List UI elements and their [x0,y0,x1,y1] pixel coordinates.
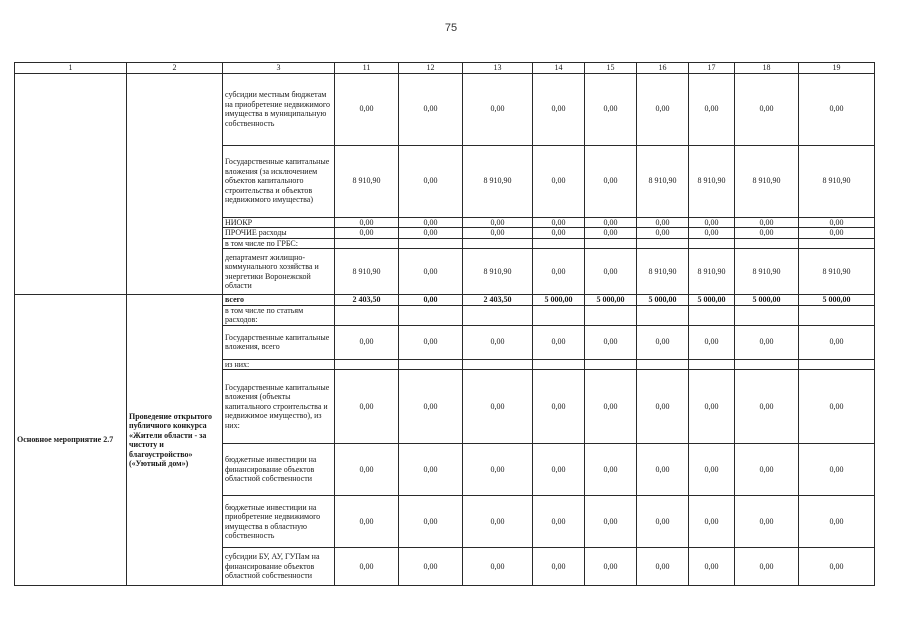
value-cell: 0,00 [335,325,399,359]
value-cell: 0,00 [735,228,799,239]
value-cell: 8 910,90 [689,249,735,295]
value-cell: 0,00 [689,496,735,548]
value-cell: 0,00 [585,548,637,586]
value-cell [399,359,463,370]
value-cell: 0,00 [463,548,533,586]
column-header: 17 [689,63,735,74]
value-cell: 0,00 [533,73,585,145]
value-cell: 0,00 [799,325,875,359]
value-cell: 5 000,00 [735,295,799,306]
value-cell [735,238,799,249]
value-cell: 0,00 [735,73,799,145]
row-label: бюджетные инвестиции на финансирование объектов областной собственности [223,444,335,496]
value-cell: 0,00 [533,228,585,239]
value-cell [637,359,689,370]
value-cell: 0,00 [799,217,875,228]
value-cell: 0,00 [689,217,735,228]
value-cell: 0,00 [533,145,585,217]
row-label: Государственные капитальные вложения, всего [223,325,335,359]
value-cell: 0,00 [463,496,533,548]
value-cell: 0,00 [735,370,799,444]
value-cell: 0,00 [533,548,585,586]
value-cell [799,305,875,325]
value-cell [585,238,637,249]
value-cell: 0,00 [335,228,399,239]
value-cell: 8 910,90 [735,249,799,295]
value-cell [637,238,689,249]
value-cell: 0,00 [335,370,399,444]
column-header: 15 [585,63,637,74]
value-cell: 0,00 [585,370,637,444]
row-label: субсидии БУ, АУ, ГУПам на финансирование объектов областной собственности [223,548,335,586]
value-cell: 0,00 [533,496,585,548]
continuation-cell-col1 [15,73,127,295]
value-cell [399,305,463,325]
column-header: 12 [399,63,463,74]
value-cell: 0,00 [533,444,585,496]
row-label: Государственные капитальные вложения (объекты капитального строительства и недвижимое имущество), из них: [223,370,335,444]
row-label: НИОКР [223,217,335,228]
value-cell [585,305,637,325]
value-cell: 0,00 [335,548,399,586]
value-cell: 0,00 [637,228,689,239]
value-cell: 0,00 [335,73,399,145]
column-header: 18 [735,63,799,74]
value-cell [463,238,533,249]
value-cell: 0,00 [533,325,585,359]
value-cell: 5 000,00 [689,295,735,306]
value-cell: 0,00 [585,228,637,239]
value-cell: 0,00 [463,370,533,444]
value-cell: 0,00 [399,145,463,217]
section-code: Основное мероприятие 2.7 [15,295,127,586]
value-cell: 0,00 [735,548,799,586]
value-cell: 5 000,00 [585,295,637,306]
page-number: 75 [444,22,458,34]
value-cell: 8 910,90 [637,249,689,295]
value-cell: 0,00 [399,370,463,444]
section-name: Проведение открытого публичного конкурса «Жители области - за чистоту и благоустройство» («Уютный дом») [127,295,223,586]
value-cell: 0,00 [399,217,463,228]
row-label: из них: [223,359,335,370]
value-cell: 0,00 [399,295,463,306]
row-label: в том числе по статьям расходов: [223,305,335,325]
value-cell: 0,00 [533,217,585,228]
column-header: 16 [637,63,689,74]
value-cell: 0,00 [637,496,689,548]
value-cell [335,359,399,370]
table-row [15,295,875,306]
value-cell [335,238,399,249]
value-cell: 0,00 [799,370,875,444]
value-cell: 8 910,90 [463,249,533,295]
row-label: бюджетные инвестиции на приобретение недвижимого имущества в областную собственность [223,496,335,548]
table-row [15,73,875,145]
column-header: 13 [463,63,533,74]
value-cell [735,305,799,325]
value-cell [799,359,875,370]
row-label: всего [223,295,335,306]
column-header: 11 [335,63,399,74]
value-cell: 0,00 [399,325,463,359]
value-cell: 0,00 [585,249,637,295]
value-cell: 5 000,00 [799,295,875,306]
value-cell [533,238,585,249]
value-cell [399,238,463,249]
value-cell: 2 403,50 [463,295,533,306]
value-cell [689,238,735,249]
value-cell: 8 910,90 [637,145,689,217]
value-cell: 8 910,90 [335,249,399,295]
value-cell: 0,00 [637,325,689,359]
value-cell: 0,00 [799,73,875,145]
value-cell: 0,00 [335,217,399,228]
value-cell: 0,00 [585,325,637,359]
value-cell: 0,00 [399,73,463,145]
value-cell [463,305,533,325]
row-label: департамент жилищно-коммунального хозяйства и энергетики Воронежской области [223,249,335,295]
budget-table [14,62,875,586]
column-header: 3 [223,63,335,74]
value-cell: 0,00 [637,444,689,496]
value-cell [585,359,637,370]
row-label: ПРОЧИЕ расходы [223,228,335,239]
value-cell [533,305,585,325]
value-cell: 0,00 [399,228,463,239]
value-cell: 0,00 [585,217,637,228]
column-header: 19 [799,63,875,74]
value-cell [335,305,399,325]
value-cell: 8 910,90 [463,145,533,217]
value-cell: 0,00 [799,548,875,586]
value-cell [533,359,585,370]
row-label: субсидии местным бюджетам на приобретение недвижимого имущества в муниципальную собственность [223,73,335,145]
value-cell: 0,00 [533,249,585,295]
value-cell: 0,00 [463,325,533,359]
value-cell: 2 403,50 [335,295,399,306]
value-cell: 8 910,90 [799,249,875,295]
value-cell: 0,00 [799,444,875,496]
value-cell: 0,00 [399,496,463,548]
header-row [15,63,875,74]
row-label: в том числе по ГРБС: [223,238,335,249]
value-cell: 0,00 [689,548,735,586]
value-cell: 0,00 [799,496,875,548]
value-cell: 8 910,90 [799,145,875,217]
value-cell: 0,00 [585,496,637,548]
value-cell: 0,00 [399,249,463,295]
value-cell [689,305,735,325]
value-cell: 0,00 [463,228,533,239]
value-cell: 8 910,90 [689,145,735,217]
value-cell: 0,00 [799,228,875,239]
value-cell: 5 000,00 [637,295,689,306]
value-cell: 0,00 [735,444,799,496]
value-cell: 0,00 [689,444,735,496]
value-cell: 8 910,90 [735,145,799,217]
value-cell: 0,00 [463,444,533,496]
value-cell: 0,00 [637,73,689,145]
value-cell: 0,00 [735,496,799,548]
value-cell: 0,00 [533,370,585,444]
value-cell: 0,00 [735,325,799,359]
value-cell: 0,00 [689,73,735,145]
value-cell [463,359,533,370]
value-cell: 0,00 [637,370,689,444]
value-cell: 0,00 [585,73,637,145]
value-cell: 0,00 [463,73,533,145]
value-cell: 0,00 [399,444,463,496]
column-header: 1 [15,63,127,74]
column-header: 2 [127,63,223,74]
value-cell: 0,00 [689,228,735,239]
row-label: Государственные капитальные вложения (за исключением объектов капитального строительства и объектов недвижимого имущества) [223,145,335,217]
value-cell: 5 000,00 [533,295,585,306]
value-cell: 0,00 [689,370,735,444]
value-cell: 0,00 [585,444,637,496]
value-cell [637,305,689,325]
value-cell: 0,00 [689,325,735,359]
continuation-cell-col2 [127,73,223,295]
value-cell: 0,00 [335,444,399,496]
value-cell: 0,00 [585,145,637,217]
value-cell: 8 910,90 [335,145,399,217]
value-cell: 0,00 [735,217,799,228]
value-cell: 0,00 [637,548,689,586]
value-cell: 0,00 [637,217,689,228]
value-cell: 0,00 [335,496,399,548]
value-cell: 0,00 [463,217,533,228]
column-header: 14 [533,63,585,74]
value-cell [799,238,875,249]
value-cell [689,359,735,370]
value-cell: 0,00 [399,548,463,586]
value-cell [735,359,799,370]
